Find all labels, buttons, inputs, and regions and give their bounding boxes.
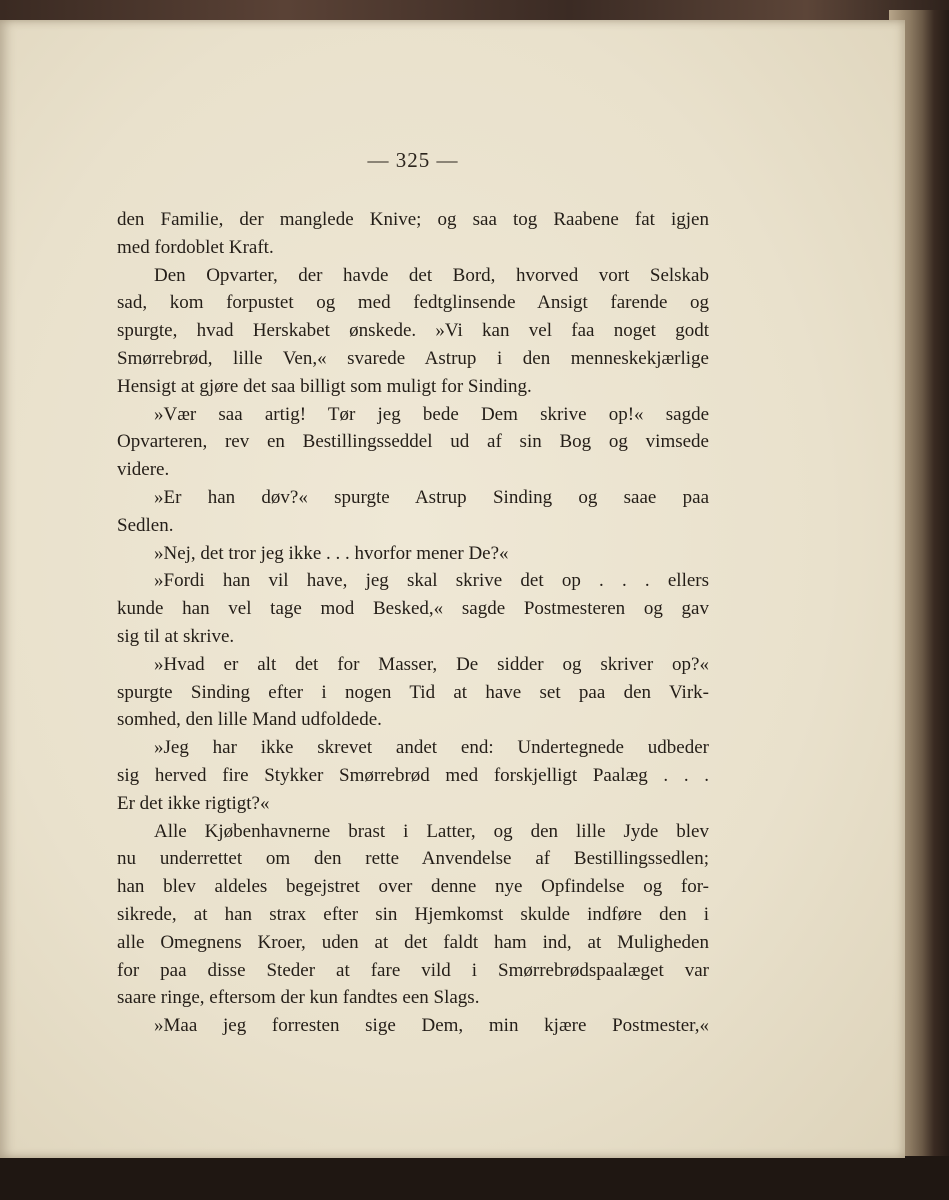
text-line: med fordoblet Kraft. (117, 236, 274, 258)
text-line: »Jeg har ikke skrevet andet end: Undertegnede udbeder (154, 737, 709, 759)
page-number: — 325 — (367, 148, 459, 172)
text-line: sikrede, at han strax efter sin Hjemkomst skulde indføre den i (117, 903, 709, 925)
text-line: »Nej, det tror jeg ikke . . . hvorfor mener De?« (154, 542, 509, 564)
text-line: han blev aldeles begejstret over denne nye Opfindelse og for- (117, 876, 709, 898)
text-line: Smørrebrød, lille Ven,« svarede Astrup i den menneskekjærlige (117, 347, 709, 369)
text-line: spurgte, hvad Herskabet ønskede. »Vi kan vel faa noget godt (117, 320, 709, 342)
text-line: »Maa jeg forresten sige Dem, min kjære Postmester,« (154, 1015, 709, 1037)
body-text (117, 206, 709, 1040)
text-line: sad, kom forpustet og med fedtglinsende Ansigt farende og (117, 292, 709, 314)
text-line: Opvarteren, rev en Bestillingsseddel ud af sin Bog og vimsede (117, 431, 709, 453)
text-line: for paa disse Steder at fare vild i Smørrebrødspaalæget var (117, 959, 709, 981)
text-line: Er det ikke rigtigt?« (117, 792, 270, 814)
text-line: Den Opvarter, der havde det Bord, hvorved vort Selskab (154, 264, 709, 286)
book-page (0, 20, 905, 1158)
text-line: Hensigt at gjøre det saa billigt som muligt for Sinding. (117, 375, 532, 397)
book-cover-bottom (0, 1156, 949, 1200)
text-line: »Hvad er alt det for Masser, De sidder og skriver op?« (154, 653, 709, 675)
text-line: »Vær saa artig! Tør jeg bede Dem skrive op!« sagde (154, 403, 709, 425)
text-line: saare ringe, eftersom der kun fandtes een Slags. (117, 987, 480, 1009)
text-line: Sedlen. (117, 514, 174, 536)
text-line: spurgte Sinding efter i nogen Tid at have set paa den Virk- (117, 681, 709, 703)
text-line: nu underrettet om den rette Anvendelse af Bestillingssedlen; (117, 848, 709, 870)
text-line: sig til at skrive. (117, 625, 235, 647)
text-line: sig herved fire Stykker Smørrebrød med forskjelligt Paalæg . . . (117, 764, 709, 786)
text-line: »Fordi han vil have, jeg skal skrive det op . . . ellers (154, 570, 709, 592)
text-line: videre. (117, 459, 170, 481)
text-line: somhed, den lille Mand udfoldede. (117, 709, 382, 731)
text-line: den Familie, der manglede Knive; og saa tog Raabene fat igjen (117, 209, 709, 230)
text-line: Alle Kjøbenhavnerne brast i Latter, og den lille Jyde blev (154, 820, 709, 842)
text-line: »Er han døv?« spurgte Astrup Sinding og saae paa (154, 486, 709, 508)
text-line: kunde han vel tage mod Besked,« sagde Postmesteren og gav (117, 598, 709, 620)
text-line: alle Omegnens Kroer, uden at det faldt ham ind, at Muligheden (117, 931, 709, 953)
